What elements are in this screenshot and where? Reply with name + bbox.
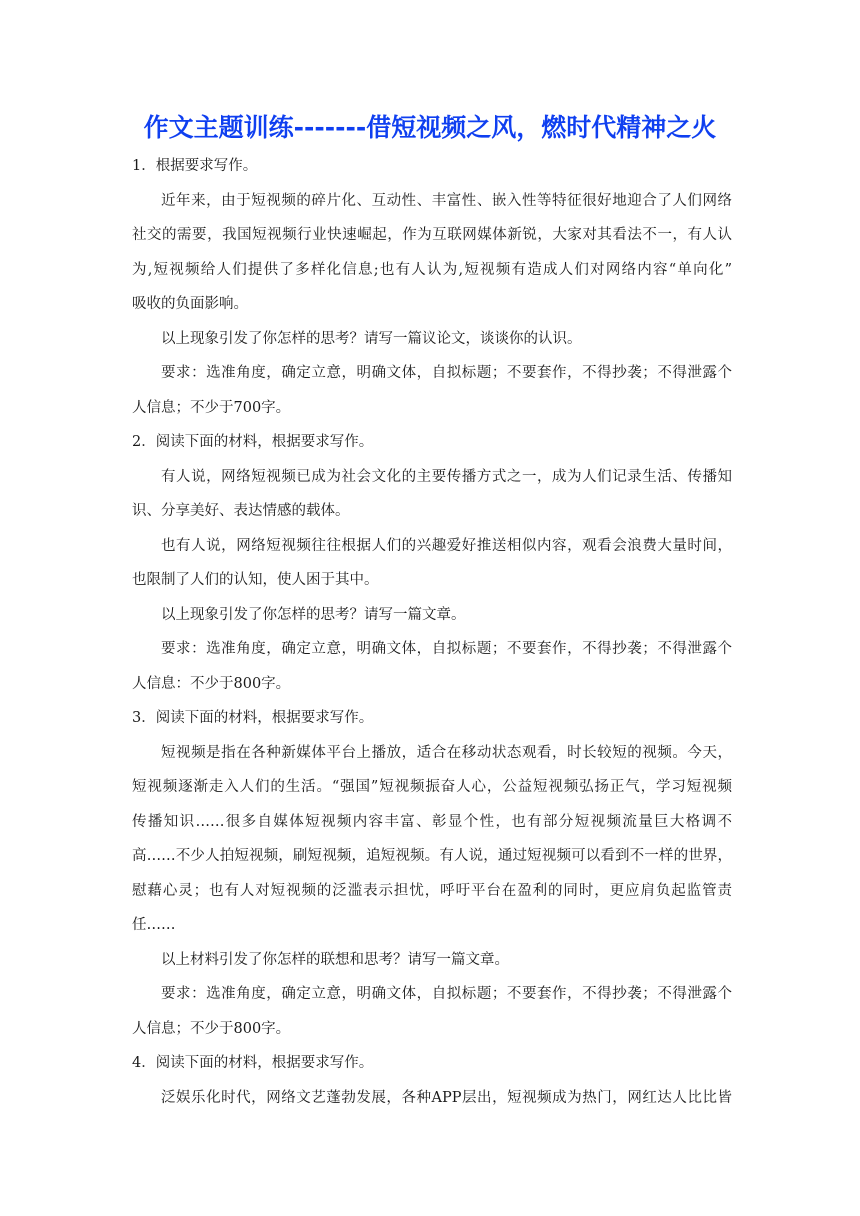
question-number: 1．根据要求写作。 [132, 158, 258, 174]
paragraph-line: 以上现象引发了你怎样的思考？请写一篇议论文，谈谈你的认识。 [161, 330, 582, 347]
paragraph-line: 以上现象引发了你怎样的思考？请写一篇文章。 [161, 606, 466, 623]
requirement-line: 人信息：不少于800字。 [132, 675, 291, 692]
paragraph-line: 也限制了人们的认知，使人困于其中。 [132, 572, 379, 588]
paragraph-line: 短视频是指在各种新媒体平台上播放，适合在移动状态观看，时长较短的视频。今天， [161, 744, 732, 761]
paragraph-line: 任…… [132, 917, 176, 933]
paragraph-line: 识、分享美好、表达情感的载体。 [132, 503, 350, 519]
requirement-line: 要求：选准角度，确定立意，明确文体，自拟标题；不要套作，不得抄袭；不得泄露个 [161, 641, 732, 657]
paragraph-line: 传播知识……很多自媒体短视频内容丰富、彰显个性，也有部分短视频流量巨大格调不 [132, 813, 732, 830]
paragraph-line: 高……不少人拍短视频，刷短视频，追短视频。有人说，通过短视频可以看到不一样的世界， [132, 848, 732, 864]
question-number: 3．阅读下面的材料，根据要求写作。 [132, 710, 374, 726]
paragraph-line: 泛娱乐化时代，网络文艺蓬勃发展，各种APP层出，短视频成为热门，网红达人比比皆 [161, 1089, 732, 1106]
requirement-line: 要求：选准角度，确定立意，明确文体，自拟标题；不要套作，不得抄袭；不得泄露个 [161, 986, 732, 1002]
requirement-line: 要求：选准角度，确定立意，明确文体，自拟标题；不要套作，不得抄袭；不得泄露个 [161, 365, 732, 381]
paragraph-line: 近年来，由于短视频的碎片化、互动性、丰富性、嵌入性等特征很好地迎合了人们网络 [161, 192, 732, 209]
paragraph-line: 为,短视频给人们提供了多样化信息;也有人认为,短视频有造成人们对网络内容“单向化” [132, 261, 732, 278]
requirement-line: 人信息；不少于700字。 [132, 399, 291, 416]
question-number: 4．阅读下面的材料，根据要求写作。 [132, 1055, 374, 1071]
requirement-line: 人信息；不少于800字。 [132, 1020, 291, 1037]
paragraph-line: 短视频逐渐走入人们的生活。“强国”短视频振奋人心，公益短视频弘扬正气，学习短视频 [132, 779, 732, 795]
paragraph-line: 有人说，网络短视频已成为社会文化的主要传播方式之一，成为人们记录生活、传播知 [161, 468, 732, 485]
question-number: 2．阅读下面的材料，根据要求写作。 [132, 434, 374, 450]
paragraph-line: 社交的需要，我国短视频行业快速崛起，作为互联网媒体新锐，大家对其看法不一，有人认 [132, 227, 732, 243]
paragraph-line: 慰藉心灵；也有人对短视频的泛滥表示担忧，呼吁平台在盈利的同时，更应肩负起监管责 [132, 882, 732, 899]
page-title: 作文主题训练-------借短视频之风，燃时代精神之火 [143, 113, 717, 142]
paragraph-line: 以上材料引发了你怎样的联想和思考？请写一篇文章。 [161, 951, 509, 968]
document-body [132, 149, 732, 1115]
paragraph-line: 吸收的负面影响。 [132, 296, 248, 312]
paragraph-line: 也有人说，网络短视频往往根据人们的兴趣爱好推送相似内容，观看会浪费大量时间， [161, 537, 732, 554]
